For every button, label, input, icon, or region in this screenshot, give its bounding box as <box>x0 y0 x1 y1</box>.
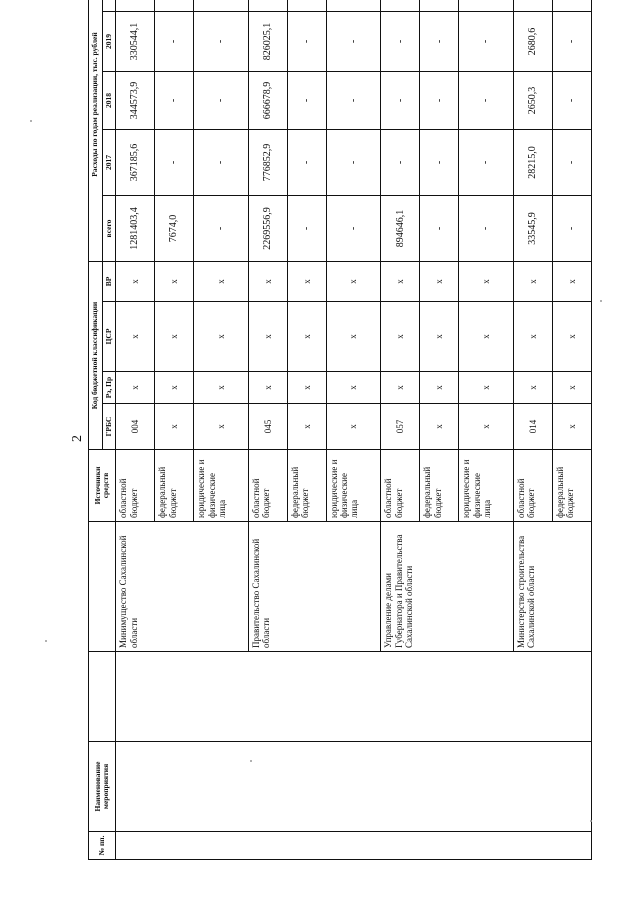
csr-cell: х <box>420 302 459 372</box>
scan-speck <box>30 120 32 122</box>
scan-speck <box>250 760 252 762</box>
empty-no-cell <box>116 832 592 860</box>
col-source-header: Источники средств <box>89 450 116 522</box>
rz-cell: х <box>155 372 194 404</box>
total-cell: - <box>459 196 514 262</box>
source-cell: областной бюджет <box>248 450 287 522</box>
y2019-cell: - <box>155 12 194 72</box>
grbs-cell: х <box>326 404 381 450</box>
grbs-cell: 004 <box>116 404 155 450</box>
rz-cell: х <box>553 372 592 404</box>
col-total-header: всего <box>102 196 116 262</box>
source-cell: федеральный бюджет <box>420 450 459 522</box>
col-org-header <box>89 522 116 652</box>
y2020-cell <box>459 0 514 12</box>
y2020-cell <box>248 0 287 12</box>
scan-speck <box>45 640 47 642</box>
grbs-cell: 057 <box>381 404 420 450</box>
source-cell: областной бюджет <box>514 450 553 522</box>
table-row <box>116 0 155 860</box>
col-csr-header: ЦСР <box>102 302 116 372</box>
grbs-cell: х <box>155 404 194 450</box>
csr-cell: х <box>459 302 514 372</box>
rz-cell: х <box>514 372 553 404</box>
grbs-cell: 045 <box>248 404 287 450</box>
col-2017-header: 2017 <box>102 130 116 196</box>
col-vr-header: ВР <box>102 262 116 302</box>
rz-cell: х <box>381 372 420 404</box>
total-cell: 33545,9 <box>514 196 553 262</box>
vr-cell: х <box>553 262 592 302</box>
org-cell: Министерство строительства Сахалинской области <box>514 522 592 652</box>
y2017-cell: - <box>553 130 592 196</box>
y2018-cell: - <box>155 72 194 130</box>
expenses-group-header: Расходы по годам реализации, тыс. рублей <box>89 0 103 262</box>
budget-code-group-header: Код бюджетной классификации <box>89 262 103 450</box>
y2017-cell: - <box>155 130 194 196</box>
total-cell: - <box>194 196 249 262</box>
y2018-cell: - <box>194 72 249 130</box>
org-cell: Минимущество Сахалинской области <box>116 522 249 652</box>
source-cell: юридические и физические лица <box>459 450 514 522</box>
csr-cell: х <box>326 302 381 372</box>
csr-cell: х <box>116 302 155 372</box>
source-cell: областной бюджет <box>381 450 420 522</box>
source-cell: федеральный бюджет <box>155 450 194 522</box>
rz-cell: х <box>248 372 287 404</box>
source-cell: юридические и физические лица <box>194 450 249 522</box>
grbs-cell: х <box>459 404 514 450</box>
y2018-cell: - <box>420 72 459 130</box>
y2020-cell <box>326 0 381 12</box>
total-cell: - <box>553 196 592 262</box>
csr-cell: х <box>287 302 326 372</box>
budget-table <box>88 0 592 860</box>
vr-cell: х <box>194 262 249 302</box>
vr-cell: х <box>381 262 420 302</box>
grbs-cell: х <box>420 404 459 450</box>
rz-cell: х <box>326 372 381 404</box>
csr-cell: х <box>194 302 249 372</box>
csr-cell: х <box>514 302 553 372</box>
source-cell: областной бюджет <box>116 450 155 522</box>
vr-cell: х <box>155 262 194 302</box>
y2018-cell: - <box>459 72 514 130</box>
y2017-cell: 367185,6 <box>116 130 155 196</box>
org-cell: Управление делами Губернатора и Правительства Сахалинской области <box>381 522 514 652</box>
col-2018-header: 2018 <box>102 72 116 130</box>
rz-cell: х <box>194 372 249 404</box>
total-cell: - <box>326 196 381 262</box>
vr-cell: х <box>514 262 553 302</box>
col-rz-header: Рз, Пр <box>102 372 116 404</box>
grbs-cell: х <box>287 404 326 450</box>
y2018-cell: - <box>553 72 592 130</box>
y2020-cell <box>194 0 249 12</box>
y2018-cell: 2650,3 <box>514 72 553 130</box>
page-number: 2 <box>70 435 85 442</box>
total-cell: 7674,0 <box>155 196 194 262</box>
col-2019-header: 2019 <box>102 12 116 72</box>
rz-cell: х <box>459 372 514 404</box>
rz-cell: х <box>420 372 459 404</box>
y2019-cell: - <box>287 12 326 72</box>
source-cell: федеральный бюджет <box>287 450 326 522</box>
y2017-cell: - <box>420 130 459 196</box>
y2018-cell: - <box>287 72 326 130</box>
y2019-cell: 330544,1 <box>116 12 155 72</box>
col-name-header: Наименование мероприятия <box>89 742 116 832</box>
y2018-cell: 344573,9 <box>116 72 155 130</box>
y2019-cell: - <box>420 12 459 72</box>
vr-cell: х <box>459 262 514 302</box>
total-cell: 894646,1 <box>381 196 420 262</box>
source-cell: юридические и физические лица <box>326 450 381 522</box>
y2017-cell: - <box>326 130 381 196</box>
total-cell: - <box>287 196 326 262</box>
y2020-cell <box>514 0 553 12</box>
header-row-1 <box>89 0 103 860</box>
y2020-cell <box>420 0 459 12</box>
total-cell: 2269556,9 <box>248 196 287 262</box>
source-cell: федеральный бюджет <box>553 450 592 522</box>
vr-cell: х <box>420 262 459 302</box>
y2019-cell: - <box>553 12 592 72</box>
y2019-cell: - <box>459 12 514 72</box>
grbs-cell: х <box>194 404 249 450</box>
csr-cell: х <box>248 302 287 372</box>
y2017-cell: - <box>194 130 249 196</box>
col-2020-header <box>102 0 116 12</box>
total-cell: 1281403,4 <box>116 196 155 262</box>
y2020-cell <box>381 0 420 12</box>
y2017-cell: 776852,9 <box>248 130 287 196</box>
csr-cell: х <box>553 302 592 372</box>
y2019-cell: 2680,6 <box>514 12 553 72</box>
vr-cell: х <box>116 262 155 302</box>
total-cell: - <box>420 196 459 262</box>
empty-name-cell <box>116 742 592 832</box>
y2017-cell: - <box>459 130 514 196</box>
vr-cell: х <box>326 262 381 302</box>
y2017-cell: 28215,0 <box>514 130 553 196</box>
y2019-cell: - <box>326 12 381 72</box>
csr-cell: х <box>381 302 420 372</box>
col-no-header: № пп. <box>89 832 116 860</box>
y2020-cell <box>155 0 194 12</box>
y2018-cell: - <box>326 72 381 130</box>
csr-cell: х <box>155 302 194 372</box>
y2020-cell <box>116 0 155 12</box>
y2019-cell: - <box>381 12 420 72</box>
org-cell: Правительство Сахалинской области <box>248 522 381 652</box>
grbs-cell: х <box>553 404 592 450</box>
vr-cell: х <box>287 262 326 302</box>
rz-cell: х <box>287 372 326 404</box>
rz-cell: х <box>116 372 155 404</box>
y2017-cell: - <box>287 130 326 196</box>
col-grbs-header: ГРБС <box>102 404 116 450</box>
y2018-cell: - <box>381 72 420 130</box>
grbs-cell: 014 <box>514 404 553 450</box>
document-table-frame <box>88 22 592 860</box>
y2020-cell <box>553 0 592 12</box>
y2018-cell: 666678,9 <box>248 72 287 130</box>
y2020-cell <box>287 0 326 12</box>
scan-speck <box>600 300 602 302</box>
vr-cell: х <box>248 262 287 302</box>
y2019-cell: 826025,1 <box>248 12 287 72</box>
y2019-cell: - <box>194 12 249 72</box>
empty-blank-cell <box>116 652 592 742</box>
y2017-cell: - <box>381 130 420 196</box>
col-blank-header <box>89 652 116 742</box>
scan-speck <box>590 820 592 822</box>
